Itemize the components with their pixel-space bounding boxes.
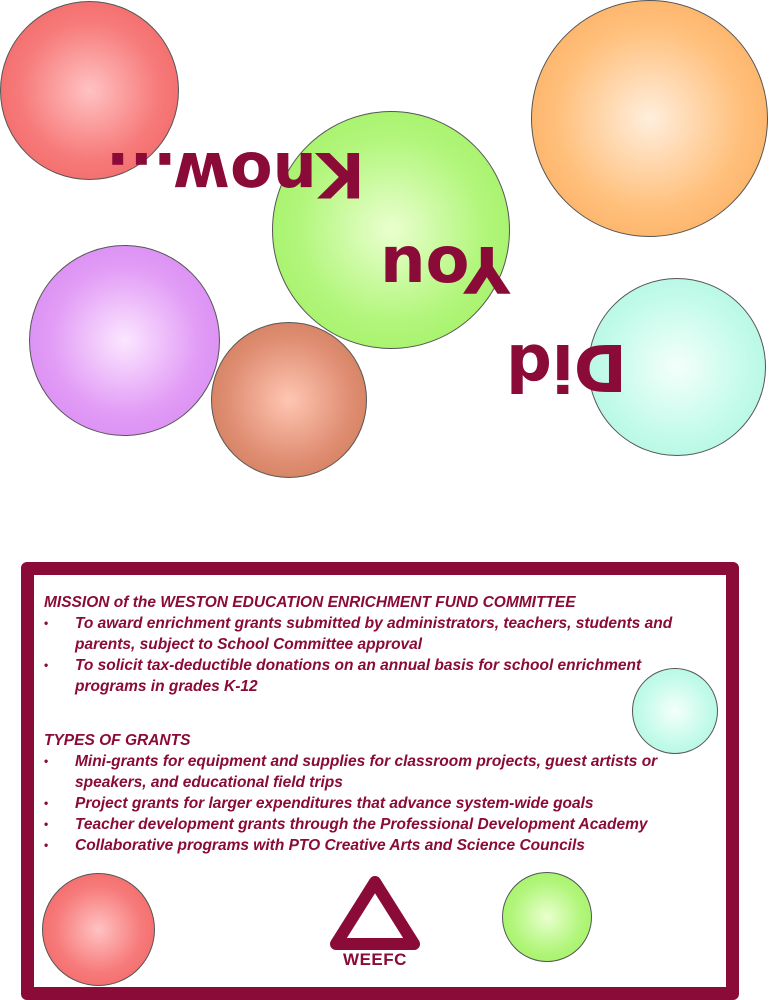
bubble-green-small <box>502 872 592 962</box>
grant-item: • Mini-grants for equipment and supplies for classroom projects, guest artists or speakers, and educational field trips <box>44 751 704 793</box>
grant-item: • Teacher development grants through the Professional Development Academy <box>44 814 704 835</box>
logo-label: WEEFC <box>343 950 407 969</box>
bubble-orange <box>531 0 768 237</box>
bubble-red-bottom <box>42 873 155 986</box>
mission-item: • To award enrichment grants submitted by administrators, teachers, students and parents, subject to School Committee approval <box>44 613 704 655</box>
bubble-brown <box>211 322 367 478</box>
headline-word-know: Know... <box>106 138 365 211</box>
mission-list <box>44 613 704 697</box>
grant-item: • Collaborative programs with PTO Creative Arts and Science Councils <box>44 835 704 856</box>
mission-item: • To solicit tax-deductible donations on an annual basis for school enrichment programs in grades K-12 <box>44 655 704 697</box>
section-spacer <box>44 697 704 730</box>
grant-item: • Project grants for larger expenditures that advance system-wide goals <box>44 793 704 814</box>
grants-list <box>44 751 704 856</box>
mission-heading: MISSION of the WESTON EDUCATION ENRICHMENT FUND COMMITTEE <box>44 594 576 611</box>
bubble-purple <box>29 245 220 436</box>
headline-word-did: Did <box>506 329 627 403</box>
headline-word-you: You <box>380 231 510 305</box>
info-panel-content <box>44 592 704 856</box>
grants-heading: TYPES OF GRANTS <box>44 732 191 749</box>
